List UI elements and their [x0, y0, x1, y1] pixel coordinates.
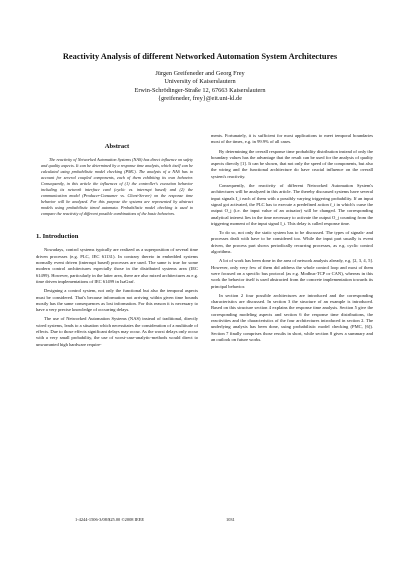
author-affiliation: University of Kaiserslautern — [164, 78, 236, 86]
section-heading-introduction: 1. Introduction — [36, 233, 79, 241]
body-paragraph: To do so, not only the static system has to be discussed. The types of signals- and processes dealt with have to be considered too. While the input part usually is event driven, the process part shows periodically recurring processes, as e.g. cyclic control algorithms. — [211, 230, 373, 255]
author-email: {greifeneder, frey}@eit.uni-kl.de — [158, 94, 242, 102]
author-block — [40, 70, 360, 103]
author-names: Jürgen Greifeneder and Georg Frey — [155, 70, 245, 77]
page-number: 1031 — [226, 517, 235, 522]
body-paragraph: ments. Fortunately, it is sufficient for most applications to meet temporal boundaries most of the times, e.g. in 99.9% of all cases. — [211, 133, 373, 145]
body-paragraph: In section 2 four possible architectures are introduced and the corresponding characteristics are discussed. In section 3 the structure of an example is introduced. Based on this structure section 4 explains the response time analysis. Section 5 give the corresponding modeling aspects and section 6 the response time distributions, the reactivities and the characteristics of the four architectures introduced in section 2. The underlying analysis has been done, using probabilistic model checking (PMC, [6]). Section 7 finally comprises those results in short, while section 8 gives a summary and an outlook on future works. — [211, 292, 373, 342]
intro-paragraph: The use of Networked Automation Systems (NAS) instead of traditional, directly wired systems, leads to a situation which necessitates the consideration of a multitude of effects. Due to those effects significant delays may occur. As the worst delays only occur with a very small probability, the use of worst-case-analytic-methods would direct to unwarranted high hardware require- — [36, 316, 198, 347]
body-paragraph: By determining the overall response time probability distribution instead of only the boundary values has the advantage that the result can be used for the analysis of quality aspects directly [1]. It can be shown, that not only the speed of the components, but also the wiring and the functional architecture do have crucial influence on the overall system's reactivity. — [211, 148, 373, 179]
abstract-heading: Abstract — [104, 143, 130, 150]
abstract-text: The reactivity of Networked Automation Systems (NAS) has direct influence on safety and quality aspects. It can be determined by a response time analysis, which itself can be calculated using probabilistic model checking (PMC). The analysis of a NAS has to account for several coupled components, each of them exhibiting its own behavior. Consequently, in this article the influences of (1) the controller's execution behavior including its network interface card (cyclic vs. interrupt based) and (2) the communication model (Producer-Consumer vs. Client-Server) on the response time behavior will be analyzed. For this purpose the systems are represented by abstract models using probabilistic timed automata. Probabilistic model checking is used to compare the reactivity of different possible combinations of the basic behaviors. — [41, 157, 193, 217]
paper-title: Reactivity Analysis of different Networked Automation System Architectures — [62, 52, 338, 61]
footer-isbn: 1-4244-1506-3/08/$25.00 ©2008 IEEE — [75, 517, 145, 522]
right-column — [211, 133, 373, 346]
intro-paragraph: Nowadays, control systems typically are realized as a superposition of several time driven processes (e.g. PLC, IEC 61131). In contrary thereto in embedded systems normally event driven (interrupt based) processes are used. The same is true for some modern control architectures especially those in the distributed systems area (IEC 61499). However, particularly in the latter area, there are also mixed architectures as e.g. time driven implementations of IEC 61499 in IsaGraf. — [36, 247, 198, 284]
body-paragraph: Consequently, the reactivity of different Networked Automation System's architectures will be analyzed in this article. The thereby discussed systems have several input signals I_i each of them with a possibly varying triggering probability. If an input signal got activated, the PLC has to execute a predefined action f_i in which's curse the output O_j (i.e. the input value of an actuator) will be changed. The corresponding analytical interest lies in the time necessary to activate the output O_j counting from the triggering moment of the input signal I_i. This delay is called response time. — [211, 183, 373, 226]
intro-paragraph: Designing a control system, not only the functional but also the temporal aspects must be considered. That's because information not arriving within given time bounds mostly has the same consequences as lost information. For this reason it is necessary to have a very precise knowledge of occurring delays. — [36, 288, 198, 313]
author-address: Erwin-Schrödinger-Straße 12, 67663 Kaiserslautern — [134, 86, 266, 94]
body-paragraph: A lot of work has been done in the area of network analysis already, e.g. [2, 3, 4, 5]. However, only very few of them did address the whole control loop and most of them were focused on a specific bus protocol (as e.g. Modbus-TCP or CAN), whereas in this work the behavior itself is used abstracted from the concrete implementation towards its principal behavior. — [211, 258, 373, 289]
left-column — [36, 133, 198, 351]
